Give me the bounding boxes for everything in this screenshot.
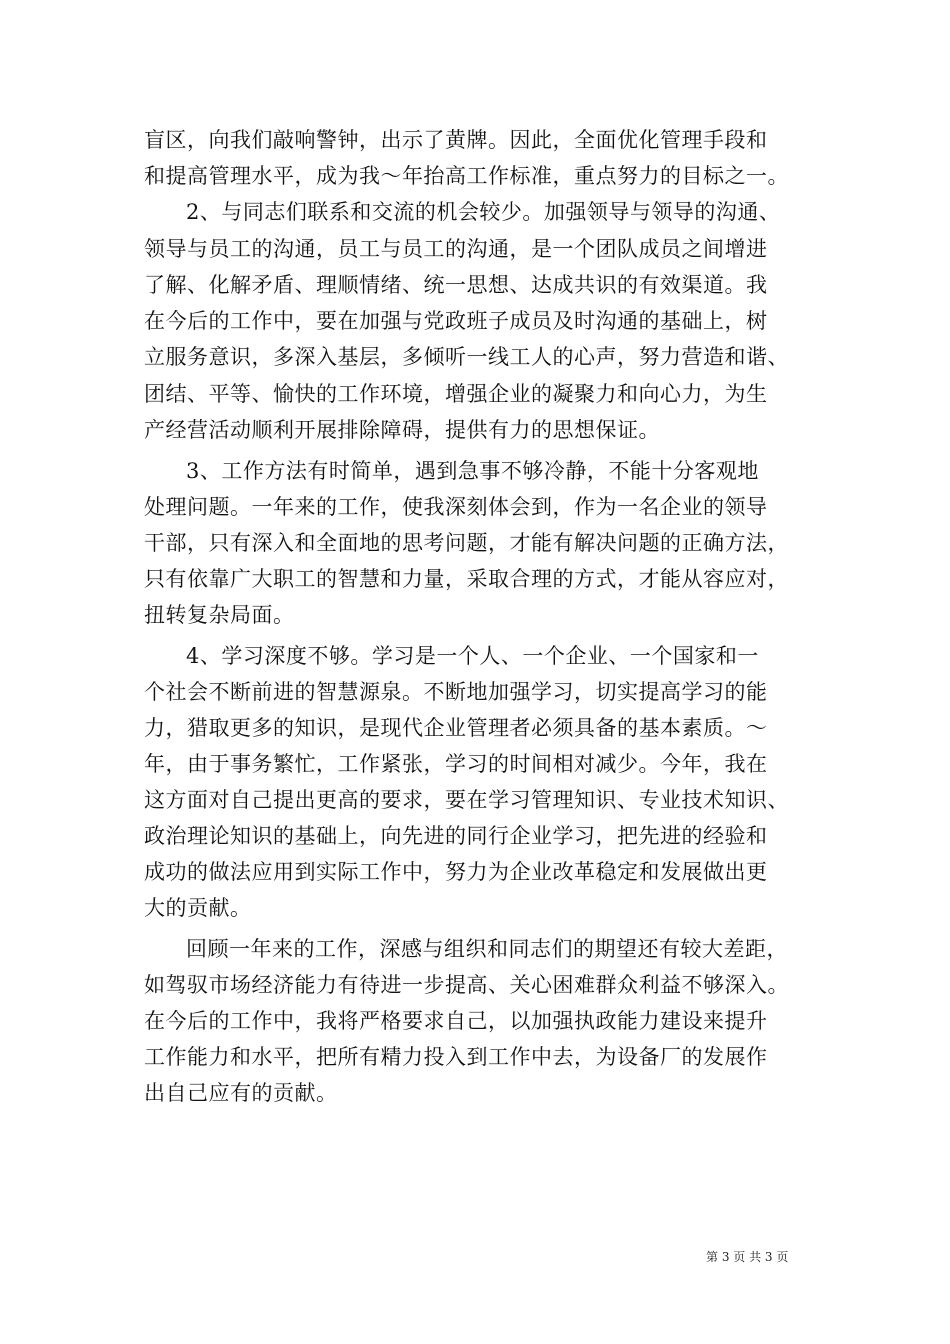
text-line: 团结、平等、愉快的工作环境，增强企业的凝聚力和向心力，为生 bbox=[144, 382, 768, 406]
paragraph-start-line: 3、工作方法有时简单，遇到急事不够冷静，不能十分客观地 bbox=[186, 459, 759, 483]
text-line: 大的贡献。 bbox=[144, 896, 252, 920]
paragraph-start-line: 4、学习深度不够。学习是一个人、一个企业、一个国家和一 bbox=[186, 644, 759, 668]
paragraph-start-line: 2、与同志们联系和交流的机会较少。加强领导与领导的沟通、 bbox=[186, 200, 781, 224]
text-line: 出自己应有的贡献。 bbox=[144, 1081, 338, 1105]
text-line: 在今后的工作中，我将严格要求自己，以加强执政能力建设来提升 bbox=[144, 1009, 768, 1033]
text-line: 政治理论知识的基础上，向先进的同行企业学习，把先进的经验和 bbox=[144, 824, 768, 848]
text-line: 和提高管理水平，成为我～年抬高工作标准，重点努力的目标之一。 bbox=[144, 164, 789, 188]
paragraph-start-line: 回顾一年来的工作，深感与组织和同志们的期望还有较大差距， bbox=[186, 937, 788, 961]
text-line: 盲区，向我们敲响警钟，出示了黄牌。因此，全面优化管理手段和 bbox=[144, 128, 768, 152]
text-line: 如驾驭市场经济能力有待进一步提高、关心困难群众利益不够深入。 bbox=[144, 973, 789, 997]
text-line: 工作能力和水平，把所有精力投入到工作中去，为设备厂的发展作 bbox=[144, 1045, 768, 1069]
text-line: 在今后的工作中，要在加强与党政班子成员及时沟通的基础上，树 bbox=[144, 309, 768, 333]
text-line: 成功的做法应用到实际工作中，努力为企业改革稳定和发展做出更 bbox=[144, 860, 768, 884]
text-line: 年，由于事务繁忙，工作紧张，学习的时间相对减少。今年，我在 bbox=[144, 752, 768, 776]
text-line: 干部，只有深入和全面地的思考问题，才能有解决问题的正确方法， bbox=[144, 531, 789, 555]
text-line: 个社会不断前进的智慧源泉。不断地加强学习，切实提高学习的能 bbox=[144, 680, 768, 704]
text-line: 力，猎取更多的知识，是现代企业管理者必须具备的基本素质。～ bbox=[144, 716, 768, 740]
text-line: 这方面对自己提出更高的要求，要在学习管理知识、专业技术知识、 bbox=[144, 788, 789, 812]
text-line: 了解、化解矛盾、理顺情绪、统一思想、达成共识的有效渠道。我 bbox=[144, 273, 768, 297]
text-line: 处理问题。一年来的工作，使我深刻体会到，作为一名企业的领导 bbox=[144, 495, 768, 519]
page-number-footer: 第 3 页 共 3 页 bbox=[706, 1250, 789, 1264]
text-line: 立服务意识，多深入基层，多倾听一线工人的心声，努力营造和谐、 bbox=[144, 345, 789, 369]
text-line: 领导与员工的沟通，员工与员工的沟通，是一个团队成员之间增进 bbox=[144, 237, 768, 261]
text-line: 扭转复杂局面。 bbox=[144, 603, 295, 627]
text-line: 只有依靠广大职工的智慧和力量，采取合理的方式，才能从容应对， bbox=[144, 567, 789, 591]
text-line: 产经营活动顺利开展排除障碍，提供有力的思想保证。 bbox=[144, 418, 660, 442]
